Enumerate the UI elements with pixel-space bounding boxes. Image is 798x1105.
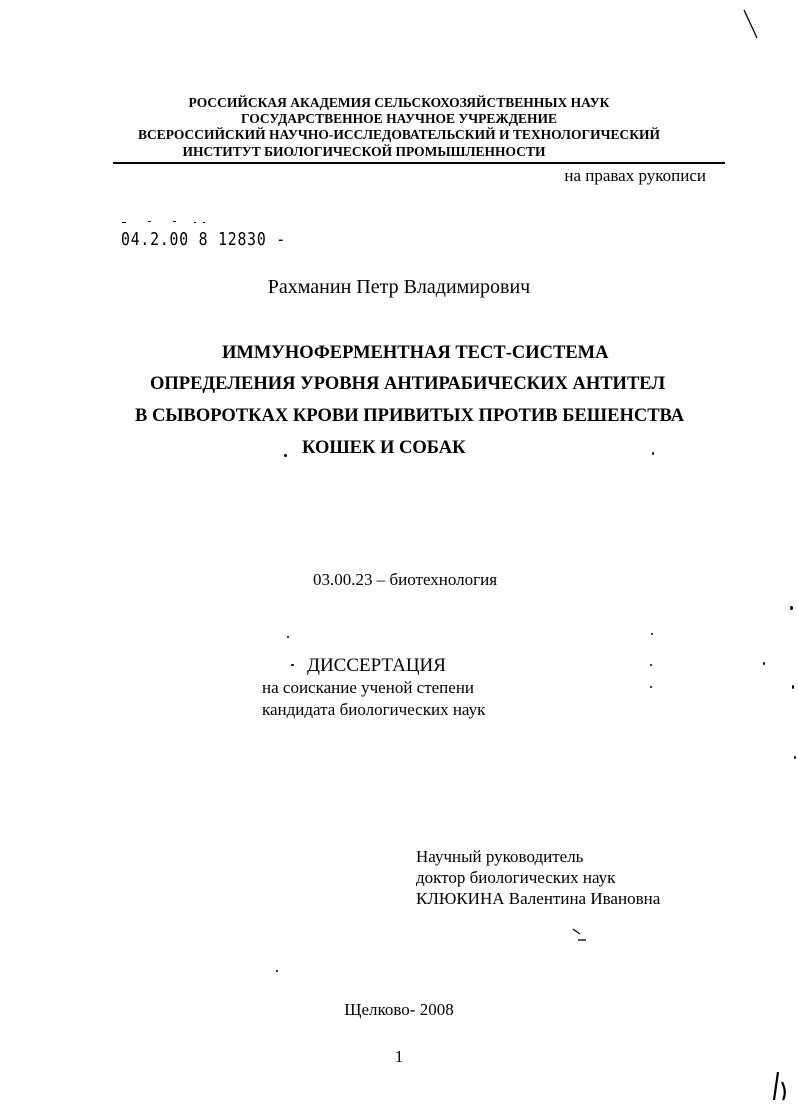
scan-speck xyxy=(173,221,176,222)
header-divider xyxy=(113,162,725,164)
registry-code: 04.2.00 8 12830 - xyxy=(121,229,287,250)
scan-speck xyxy=(790,606,793,610)
dissertation-line-1: на соискание ученой степени xyxy=(262,678,475,697)
scan-speck xyxy=(148,221,151,222)
institution-line-3: ВСЕРОССИЙСКИЙ НАУЧНО-ИССЛЕДОВАТЕЛЬСКИЙ И ТЕХНОЛОГИЧЕСКИЙ xyxy=(137,127,661,142)
author-name: Рахманин Петр Владимирович xyxy=(267,276,531,298)
scan-speck xyxy=(650,664,652,666)
scan-stroke-top xyxy=(744,10,757,38)
scan-speck xyxy=(763,662,765,665)
institution-line-4: ИНСТИТУТ БИОЛОГИЧЕСКОЙ ПРОМЫШЛЕННОСТИ xyxy=(182,144,546,159)
scan-stroke-mid xyxy=(573,929,580,934)
advisor-degree: доктор биологических наук xyxy=(416,868,616,887)
institution-line-1: РОССИЙСКАЯ АКАДЕМИЯ СЕЛЬСКОХОЗЯЙСТВЕННЫХ НАУК xyxy=(188,95,610,110)
scan-stroke-corner xyxy=(774,1072,785,1100)
scan-speck xyxy=(284,454,287,457)
scan-speck xyxy=(194,222,196,223)
scan-speck xyxy=(276,970,278,972)
scan-speck xyxy=(287,636,289,638)
advisor-name: КЛЮКИНА Валентина Ивановна xyxy=(416,889,661,908)
scan-speck xyxy=(792,685,794,689)
advisor-role: Научный руководитель xyxy=(416,847,584,866)
manuscript-note: на правах рукописи xyxy=(564,166,706,185)
city-year: Щелково- 2008 xyxy=(344,1000,454,1019)
scan-speck xyxy=(651,633,653,635)
dissertation-line-2: кандидата биологических наук xyxy=(262,700,486,719)
title-line-2: ОПРЕДЕЛЕНИЯ УРОВНЯ АНТИРАБИЧЕСКИХ АНТИТЕЛ xyxy=(150,374,666,394)
title-line-4: КОШЕК И СОБАК xyxy=(302,438,466,458)
scan-speck xyxy=(203,222,205,223)
title-line-3: В СЫВОРОТКАХ КРОВИ ПРИВИТЫХ ПРОТИВ БЕШЕНСТВА xyxy=(135,406,685,426)
specialty-code: 03.00.23 – биотехнология xyxy=(313,570,498,589)
institution-line-2: ГОСУДАРСТВЕННОЕ НАУЧНОЕ УЧРЕЖДЕНИЕ xyxy=(240,111,558,126)
title-line-1: ИММУНОФЕРМЕНТНАЯ ТЕСТ-СИСТЕМА xyxy=(222,343,609,363)
scan-speck xyxy=(650,686,652,688)
dissertation-title: ДИССЕРТАЦИЯ xyxy=(307,655,446,676)
scan-speck xyxy=(794,756,796,759)
scan-speck xyxy=(652,452,654,455)
scan-speck xyxy=(291,664,294,666)
scan-speck xyxy=(122,222,126,223)
page-number: 1 xyxy=(394,1047,404,1066)
